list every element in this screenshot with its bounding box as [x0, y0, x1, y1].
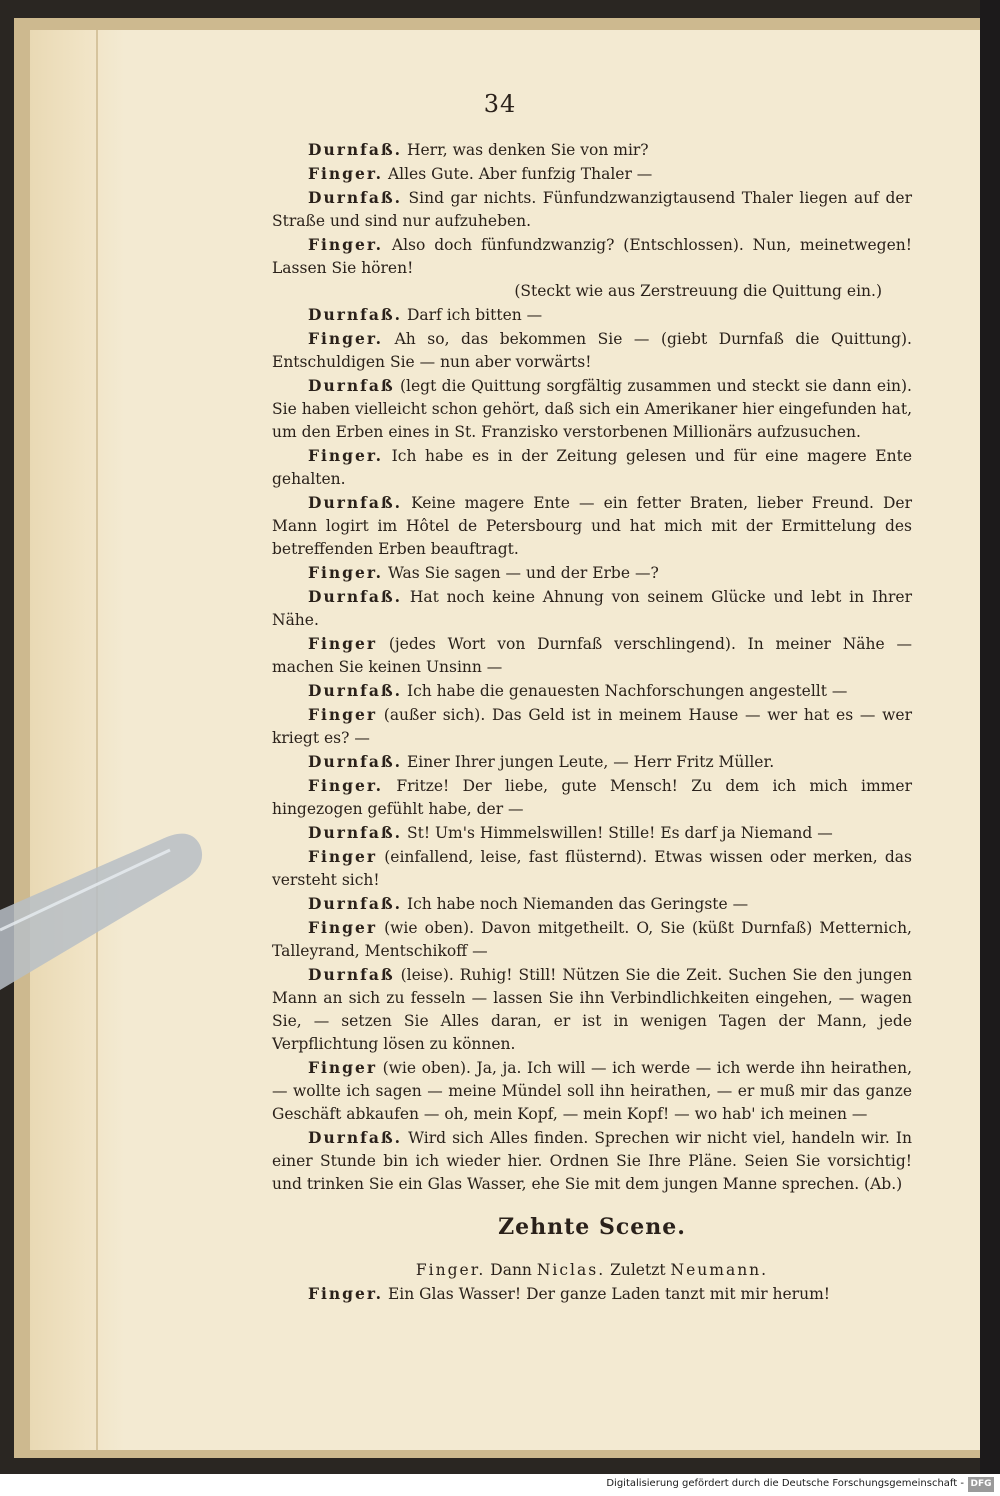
cast-c: Neumann. — [670, 1261, 769, 1279]
speech-text: Ich habe noch Niemanden das Geringste — — [406, 895, 749, 913]
speaker-name: Durnfaß — [308, 376, 395, 395]
dialogue-paragraph — [272, 561, 912, 585]
speaker-name: Durnfaß. — [308, 188, 403, 207]
speech-text: Fritze! Der liebe, gute Mensch! Zu dem ich mich immer hingezogen gefühlt habe, der — — [272, 777, 912, 818]
speech-text: Alles Gute. Aber funfzig Thaler — — [387, 165, 653, 183]
dialogue-paragraph — [272, 821, 912, 845]
dialogue-paragraph — [272, 491, 912, 561]
dialogue-paragraph — [272, 774, 912, 821]
cast-a: Finger. — [415, 1261, 486, 1279]
dialogue-paragraph — [272, 233, 912, 280]
scene-heading: Zehnte Scene. — [498, 1214, 686, 1240]
speech-text: (Steckt wie aus Zerstreuung die Quittung ein.) — [514, 282, 882, 300]
speech-text: (jedes Wort von Durnfaß verschlingend). In meiner Nähe — machen Sie keinen Unsinn — — [272, 635, 912, 676]
dialogue-block — [272, 138, 912, 1196]
speaker-name: Finger — [308, 918, 378, 937]
dialogue-paragraph — [272, 162, 912, 186]
speaker-name: Finger — [308, 847, 378, 866]
cast-a-text: Dann — [490, 1261, 532, 1279]
page-holder-spatula — [0, 820, 210, 1000]
speaker-name: Finger. — [308, 1284, 384, 1303]
footer-bar — [0, 1474, 1000, 1496]
dialogue-paragraph — [272, 916, 912, 963]
speech-text: Einer Ihrer jungen Leute, — Herr Fritz Müller. — [406, 753, 775, 771]
dialogue-paragraph — [272, 186, 912, 233]
speaker-name: Durnfaß. — [308, 140, 403, 159]
speech-text: Ich habe die genauesten Nachforschungen angestellt — — [406, 682, 848, 700]
scan-edge — [980, 0, 1000, 1496]
dialogue-paragraph — [272, 750, 912, 774]
speaker-name: Finger. — [308, 446, 384, 465]
speaker-name: Durnfaß. — [308, 823, 403, 842]
dialogue-paragraph — [272, 327, 912, 374]
speaker-name: Durnfaß. — [308, 305, 403, 324]
speech-text: (wie oben). Ja, ja. Ich will — ich werde — ich werde ihn heirathen, — wollte ich sagen — meine Mündel soll ihn heirathen, — er muß mir das ganze Geschäft abkaufen — oh, mein Kopf, — mein Kopf! — wo hab' ich meinen — — [272, 1059, 912, 1123]
dialogue-paragraph — [272, 138, 912, 162]
speaker-name: Finger — [308, 634, 378, 653]
speech-text: Sind gar nichts. Fünfundzwanzigtausend Thaler liegen auf der Straße und sind nur aufzuheben. — [272, 189, 912, 230]
speaker-name: Finger. — [308, 235, 384, 254]
dialogue-paragraph — [272, 892, 912, 916]
dialogue-paragraph — [272, 444, 912, 491]
dfg-logo: DFG — [968, 1477, 994, 1492]
speech-text: Also doch fünfundzwanzig? (Entschlossen). Nun, meinetwegen! Lassen Sie hören! — [272, 236, 912, 277]
speaker-name: Durnfaß. — [308, 1128, 403, 1147]
page-text — [272, 138, 912, 1306]
dialogue-paragraph — [272, 679, 912, 703]
speech-text: Ein Glas Wasser! Der ganze Laden tanzt mit mir herum! — [387, 1285, 831, 1303]
page-gutter — [30, 30, 125, 1450]
speech-text: (einfallend, leise, fast flüsternd). Etwas wissen oder merken, das versteht sich! — [272, 848, 912, 889]
speaker-name: Finger. — [308, 776, 384, 795]
dialogue-paragraph — [272, 632, 912, 679]
speaker-name: Durnfaß. — [308, 894, 403, 913]
speech-text: Hat noch keine Ahnung von seinem Glücke und lebt in Ihrer Nähe. — [272, 588, 912, 629]
speaker-name: Durnfaß. — [308, 681, 403, 700]
speaker-name: Durnfaß. — [308, 587, 403, 606]
page-number: 34 — [483, 90, 517, 118]
speech-text: Herr, was denken Sie von mir? — [406, 141, 649, 159]
cast-b: Niclas. — [536, 1261, 606, 1279]
speech-text: St! Um's Himmelswillen! Stille! Es darf ja Niemand — — [406, 824, 833, 842]
speaker-name: Finger — [308, 1058, 378, 1077]
dialogue-paragraph — [272, 1056, 912, 1126]
dialogue-paragraph — [272, 845, 912, 892]
speech-text: (leise). Ruhig! Still! Nützen Sie die Zeit. Suchen Sie den jungen Mann an sich zu fesseln — lassen Sie ihn Verbindlichkeiten eingehen, — wagen Sie, — setzen Sie Alles daran, er ist in wenigen Tagen der Mann, jede Verpflichtung lösen zu können. — [272, 966, 912, 1053]
stage-direction — [272, 280, 912, 303]
speaker-name: Finger. — [308, 329, 384, 348]
footer-credit: Digitalisierung gefördert durch die Deutsche Forschungsgemeinschaft - — [606, 1478, 964, 1489]
gutter-line — [96, 30, 98, 1450]
speaker-name: Finger — [308, 705, 378, 724]
speech-text: (wie oben). Davon mitgetheilt. O, Sie (küßt Durnfaß) Metternich, Talleyrand, Mentschikoff — — [272, 919, 912, 960]
dialogue-paragraph — [272, 374, 912, 444]
speech-text: Wird sich Alles finden. Sprechen wir nicht viel, handeln wir. In einer Stunde bin ich wieder hier. Ordnen Sie Ihre Pläne. Seien Sie vorsichtig! und trinken Sie ein Glas Wasser, ehe Sie mit dem jungen Manne sprechen. (Ab.) — [272, 1129, 912, 1193]
speech-text: (legt die Quittung sorgfältig zusammen und steckt sie dann ein). Sie haben vielleicht schon gehört, daß sich ein Amerikaner hier eingefunden hat, um den Erben eines in St. Franzisko verstorbenen Millionärs aufzusuchen. — [272, 377, 912, 441]
cast-line — [272, 1259, 912, 1282]
speech-text: (außer sich). Das Geld ist in meinem Hause — wer hat es — wer kriegt es? — — [272, 706, 912, 747]
speaker-name: Finger. — [308, 563, 384, 582]
speech-text: Darf ich bitten — — [406, 306, 543, 324]
speech-text: Keine magere Ente — ein fetter Braten, lieber Freund. Der Mann logirt im Hôtel de Petersbourg und hat mich mit der Ermittelung des betreffenden Erben beauftragt. — [272, 494, 912, 558]
speaker-name: Durnfaß — [308, 965, 395, 984]
speaker-name: Durnfaß. — [308, 752, 403, 771]
dialogue-paragraph — [272, 963, 912, 1056]
speech-text: Was Sie sagen — und der Erbe —? — [387, 564, 659, 582]
dialogue-paragraph — [272, 585, 912, 632]
speaker-name: Finger. — [308, 164, 384, 183]
last-line — [272, 1282, 912, 1306]
speaker-name: Durnfaß. — [308, 493, 403, 512]
dialogue-paragraph — [272, 703, 912, 750]
cast-b-text: Zuletzt — [610, 1261, 666, 1279]
dialogue-paragraph — [272, 1126, 912, 1196]
speech-text: Ah so, das bekommen Sie — (giebt Durnfaß die Quittung). Entschuldigen Sie — nun aber vorwärts! — [272, 330, 912, 371]
dialogue-paragraph — [272, 303, 912, 327]
speech-text: Ich habe es in der Zeitung gelesen und für eine magere Ente gehalten. — [272, 447, 913, 488]
